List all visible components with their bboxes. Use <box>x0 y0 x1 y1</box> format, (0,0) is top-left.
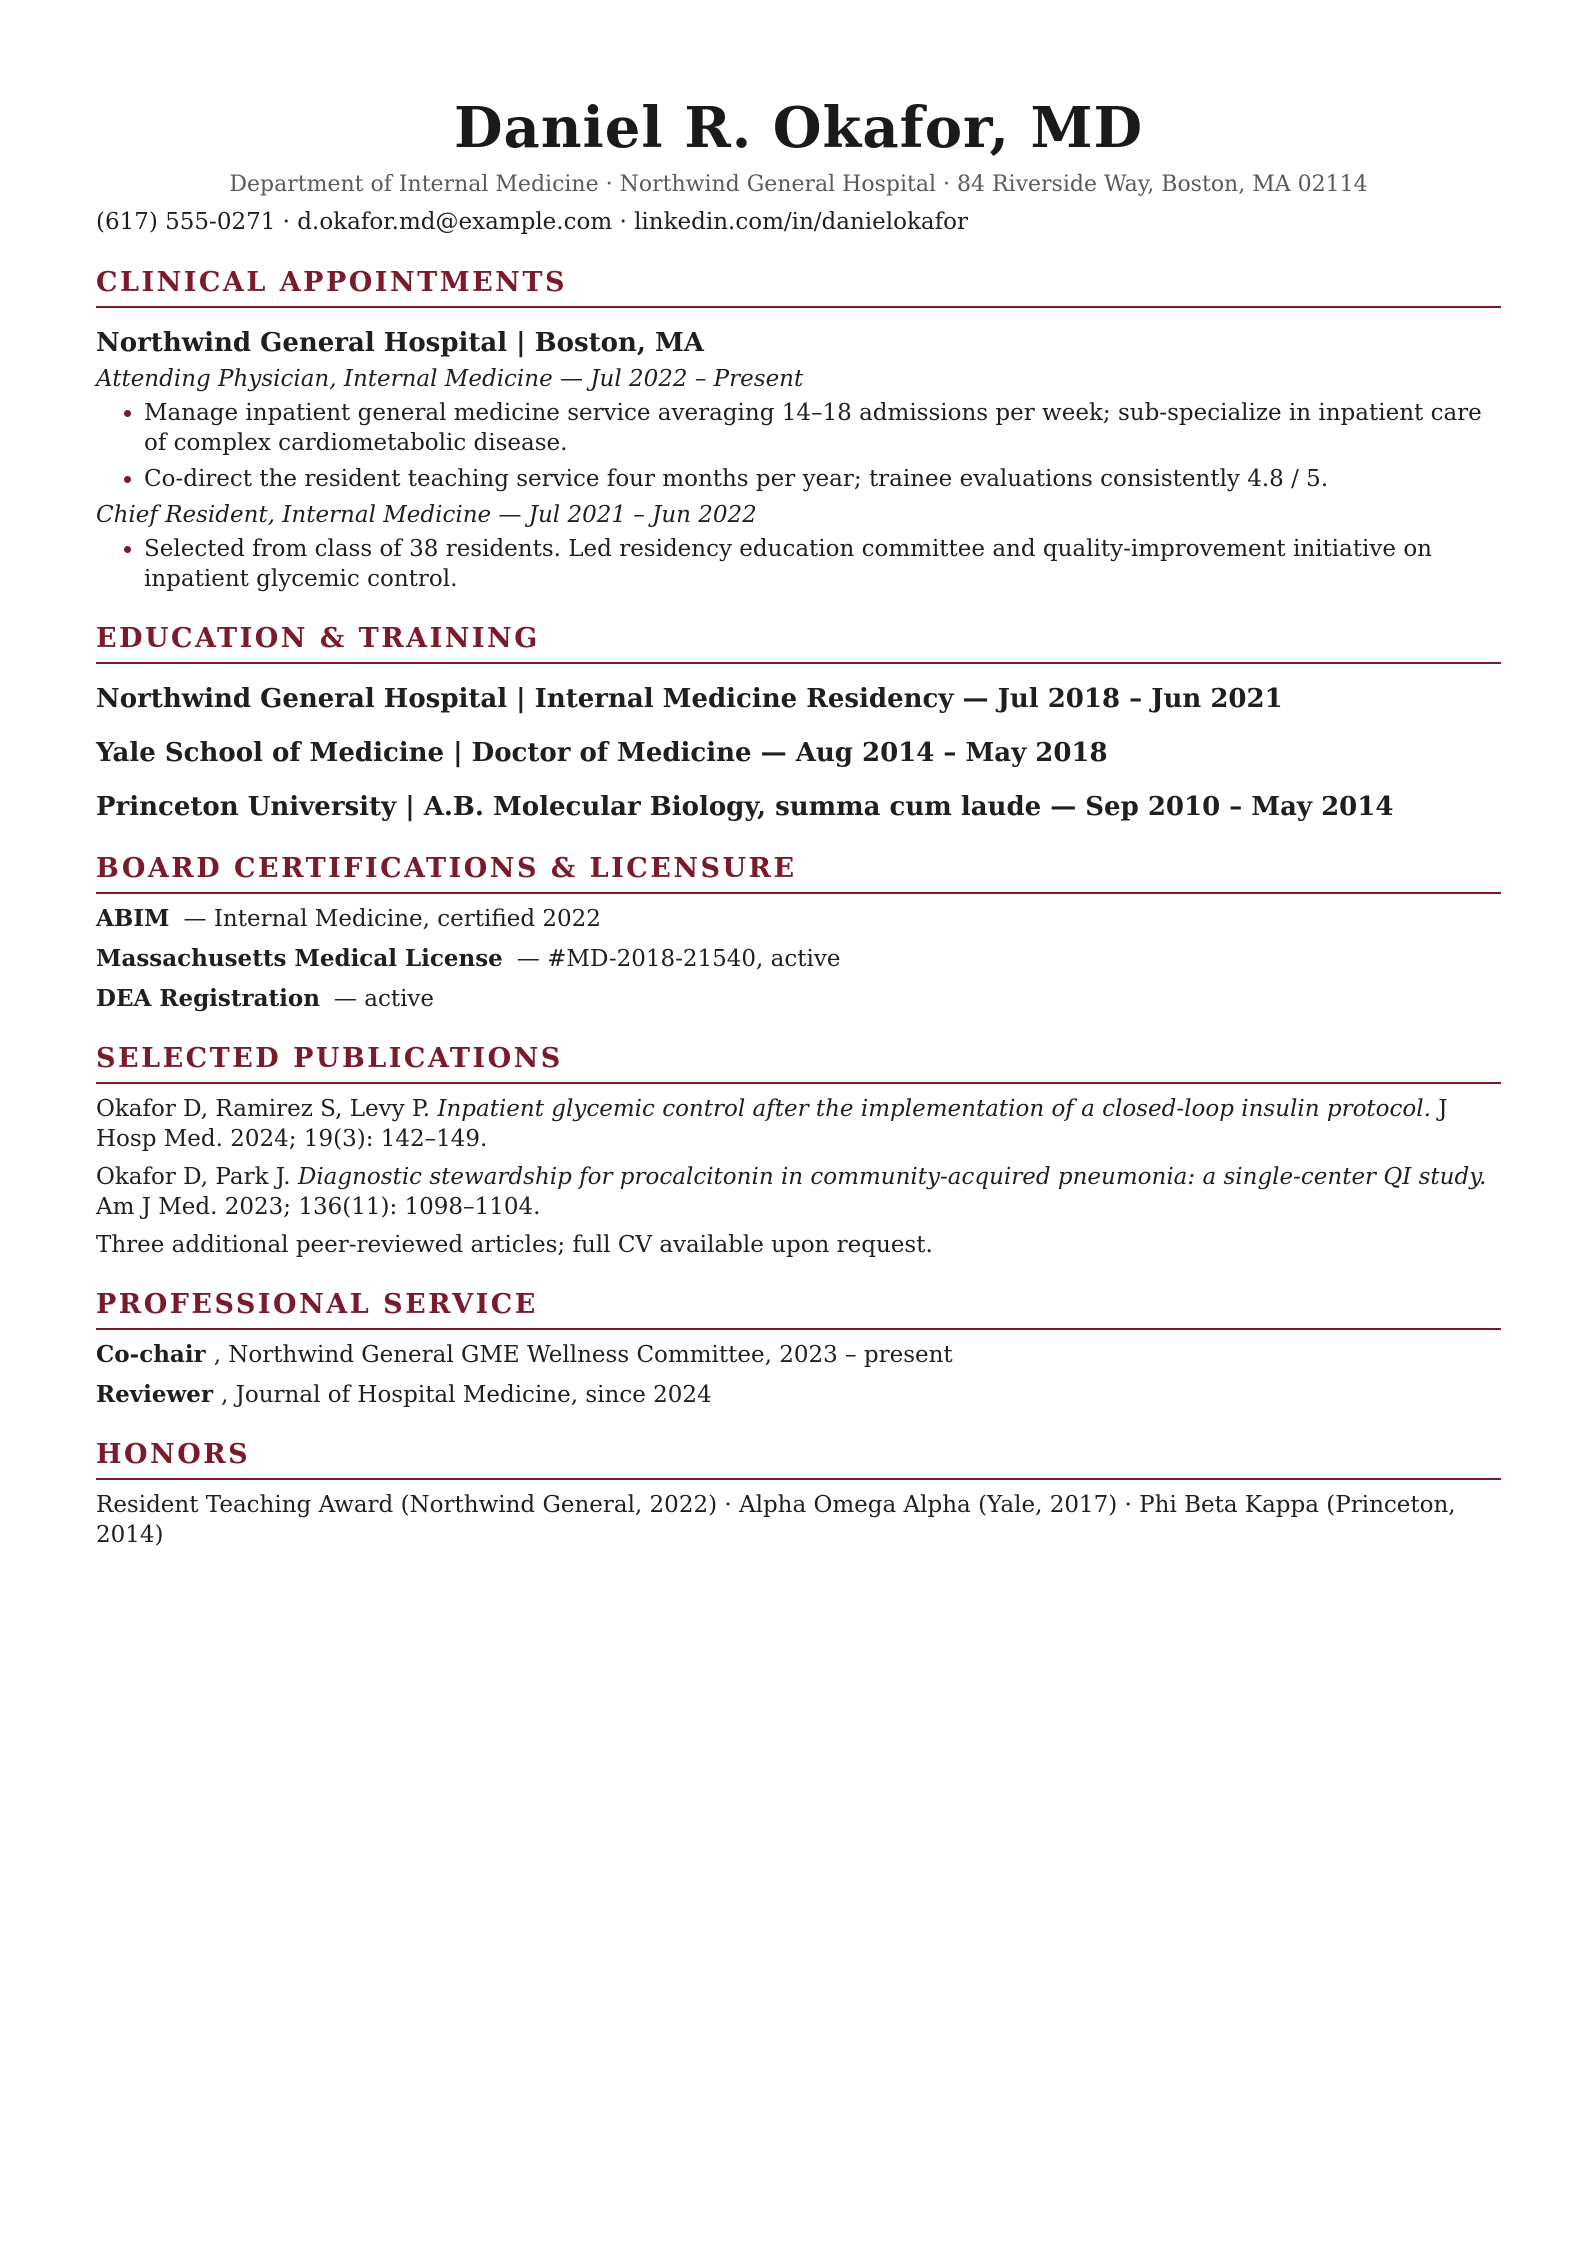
role-title: Chief Resident, Internal Medicine — Jul 2021 – Jun 2022 <box>96 502 757 528</box>
publication-entry <box>96 1162 1501 1222</box>
section-title: SELECTED PUBLICATIONS <box>96 1042 1501 1084</box>
service-entry <box>96 1380 1501 1410</box>
education-entry: Princeton University | A.B. Molecular Biology, summa cum laude — Sep 2010 – May 2014 <box>96 792 1394 822</box>
honors-text: Resident Teaching Award (Northwind General, 2022) · Alpha Omega Alpha (Yale, 2017) · Phi Beta Kappa (Princeton, 2014) <box>96 1492 1456 1548</box>
pub-authors: Okafor D, Ramirez S, Levy P. <box>96 1096 438 1122</box>
bullet-item: • Co-direct the resident teaching service four months per year; trainee evaluations consistently 4.8 / 5. <box>144 464 1501 494</box>
bullet-item: • Manage inpatient general medicine service averaging 14–18 admissions per week; sub-specialize in inpatient care of complex cardiometabolic disease. <box>144 398 1501 458</box>
cert-name: ABIM <box>96 905 170 932</box>
cert-entry <box>96 984 1501 1014</box>
section-education <box>96 622 1501 824</box>
section-service <box>96 1288 1501 1410</box>
pub-source: Am J Med. 2023; 136(11): 1098–1104. <box>96 1194 541 1220</box>
service-entry <box>96 1340 1501 1370</box>
section-title: PROFESSIONAL SERVICE <box>96 1288 1501 1330</box>
cert-entry <box>96 904 1501 934</box>
service-detail: , Northwind General GME Wellness Committee, 2023 – present <box>213 1342 953 1368</box>
pub-source: J Hosp Med. 2024; 19(3): 142–149. <box>96 1096 1448 1152</box>
cert-entry <box>96 944 1501 974</box>
service-role: Reviewer <box>96 1381 214 1408</box>
pub-authors: Okafor D, Park J. <box>96 1164 298 1190</box>
service-detail: , Journal of Hospital Medicine, since 2024 <box>221 1382 712 1408</box>
section-certifications <box>96 852 1501 1014</box>
candidate-name: Daniel R. Okafor, MD <box>453 95 1144 161</box>
pub-title: Diagnostic stewardship for procalcitonin in community-acquired pneumonia: a single-center QI study. <box>297 1164 1487 1190</box>
education-entry: Northwind General Hospital | Internal Medicine Residency — Jul 2018 – Jun 2021 <box>96 684 1283 714</box>
bullet-item: • Selected from class of 38 residents. Led residency education committee and quality-improvement initiative on inpatient glycemic control. <box>144 534 1501 594</box>
section-title: EDUCATION & TRAINING <box>96 622 1501 664</box>
cert-name: Massachusetts Medical License <box>96 945 503 972</box>
role-bullets <box>96 534 1501 594</box>
education-entry: Yale School of Medicine | Doctor of Medicine — Aug 2014 – May 2018 <box>96 738 1108 768</box>
publications-note: Three additional peer-reviewed articles; full CV available upon request. <box>96 1232 933 1258</box>
section-title: HONORS <box>96 1438 1501 1480</box>
employer-heading: Northwind General Hospital | Boston, MA <box>96 328 704 358</box>
cert-detail: — #MD-2018-21540, active <box>516 946 841 972</box>
section-title: CLINICAL APPOINTMENTS <box>96 266 1501 308</box>
resume-page <box>96 0 1501 1550</box>
cert-detail: — Internal Medicine, certified 2022 <box>183 906 601 932</box>
role-title: Attending Physician, Internal Medicine — Jul 2022 – Present <box>96 366 804 392</box>
section-title: BOARD CERTIFICATIONS & LICENSURE <box>96 852 1501 894</box>
section-honors <box>96 1438 1501 1550</box>
role-bullets <box>96 398 1501 494</box>
section-clinical-appointments <box>96 266 1501 594</box>
service-role: Co-chair <box>96 1341 206 1368</box>
cert-detail: — active <box>333 986 435 1012</box>
publication-entry <box>96 1094 1501 1154</box>
cert-name: DEA Registration <box>96 985 320 1012</box>
contact-line: (617) 555-0271 · d.okafor.md@example.com · linkedin.com/in/danielokafor <box>96 209 968 235</box>
section-publications <box>96 1042 1501 1260</box>
affiliation-line: Department of Internal Medicine · Northwind General Hospital · 84 Riverside Way, Boston, MA 02114 <box>229 172 1368 197</box>
pub-title: Inpatient glycemic control after the implementation of a closed-loop insulin protocol. <box>437 1096 1431 1122</box>
